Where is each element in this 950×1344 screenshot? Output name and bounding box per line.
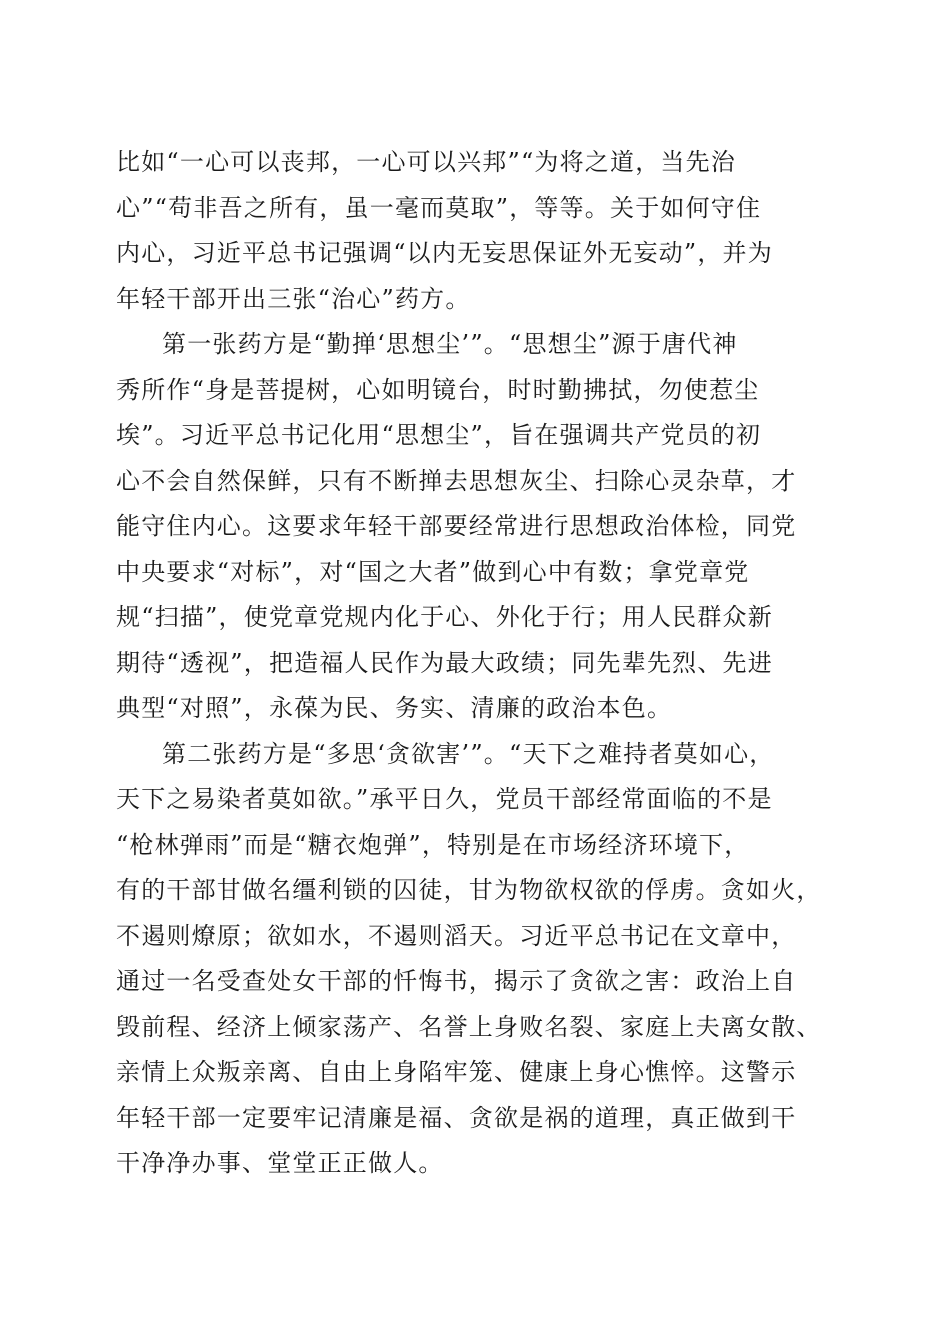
text-line: 规“扫描”，使党章党规内化于心、外化于行；用人民群众新: [116, 603, 773, 631]
text-line: 典型“对照”，永葆为民、务实、清廉的政治本色。: [116, 694, 673, 722]
text-line: 有的干部甘做名缰利锁的囚徒，甘为物欲权欲的俘虏。贪如火，: [116, 876, 822, 904]
text-line: 年轻干部一定要牢记清廉是福、贪欲是祸的道理，真正做到干: [116, 1103, 797, 1132]
paragraph-start-line: 第一张药方是“勤掸‘思想尘’”。“思想尘”源于唐代神: [162, 330, 738, 358]
text-line: 内心，习近平总书记强调“以内无妄思保证外无妄动”，并为: [116, 239, 773, 267]
text-line: 干净净办事、堂堂正正做人。: [116, 1149, 444, 1177]
text-line: 心”“苟非吾之所有，虽一毫而莫取”，等等。关于如何守住: [116, 193, 762, 222]
text-line: 比如“一心可以丧邦，一心可以兴邦”“为将之道，当先治: [116, 148, 737, 176]
text-line: 中央要求“对标”，对“国之大者”做到心中有数；拿党章党: [116, 557, 750, 586]
text-line: 能守住内心。这要求年轻干部要经常进行思想政治体检，同党: [116, 512, 797, 540]
text-line: 期待“透视”，把造福人民作为最大政绩；同先辈先烈、先进: [116, 648, 773, 677]
text-line: 不遏则燎原；欲如水，不遏则滔天。习近平总书记在文章中，: [116, 921, 797, 950]
paragraph-start-line: 第二张药方是“多思‘贪欲害’”。“天下之难持者莫如心，: [162, 739, 775, 768]
text-line: “枪林弹雨”而是“糖衣炮弹”，特别是在市场经济环境下，: [116, 830, 750, 859]
text-line: 秀所作“身是菩提树，心如明镜台，时时勤拂拭，勿使惹尘: [116, 375, 760, 404]
text-line: 埃”。习近平总书记化用“思想尘”，旨在强调共产党员的初: [116, 421, 762, 449]
text-line: 亲情上众叛亲离、自由上身陷牢笼、健康上身心憔悴。这警示: [116, 1058, 797, 1086]
text-line: 通过一名受查处女干部的忏悔书，揭示了贪欲之害：政治上自: [116, 967, 797, 995]
text-line: 天下之易染者莫如欲。”承平日久，党员干部经常面临的不是: [116, 785, 773, 813]
text-line: 年轻干部开出三张“治心”药方。: [116, 284, 471, 313]
text-line: 心不会自然保鲜，只有不断掸去思想灰尘、扫除心灵杂草，才: [116, 466, 797, 495]
body-text: [116, 140, 842, 1187]
text-line: 毁前程、经济上倾家荡产、名誉上身败名裂、家庭上夫离女散、: [116, 1012, 822, 1041]
